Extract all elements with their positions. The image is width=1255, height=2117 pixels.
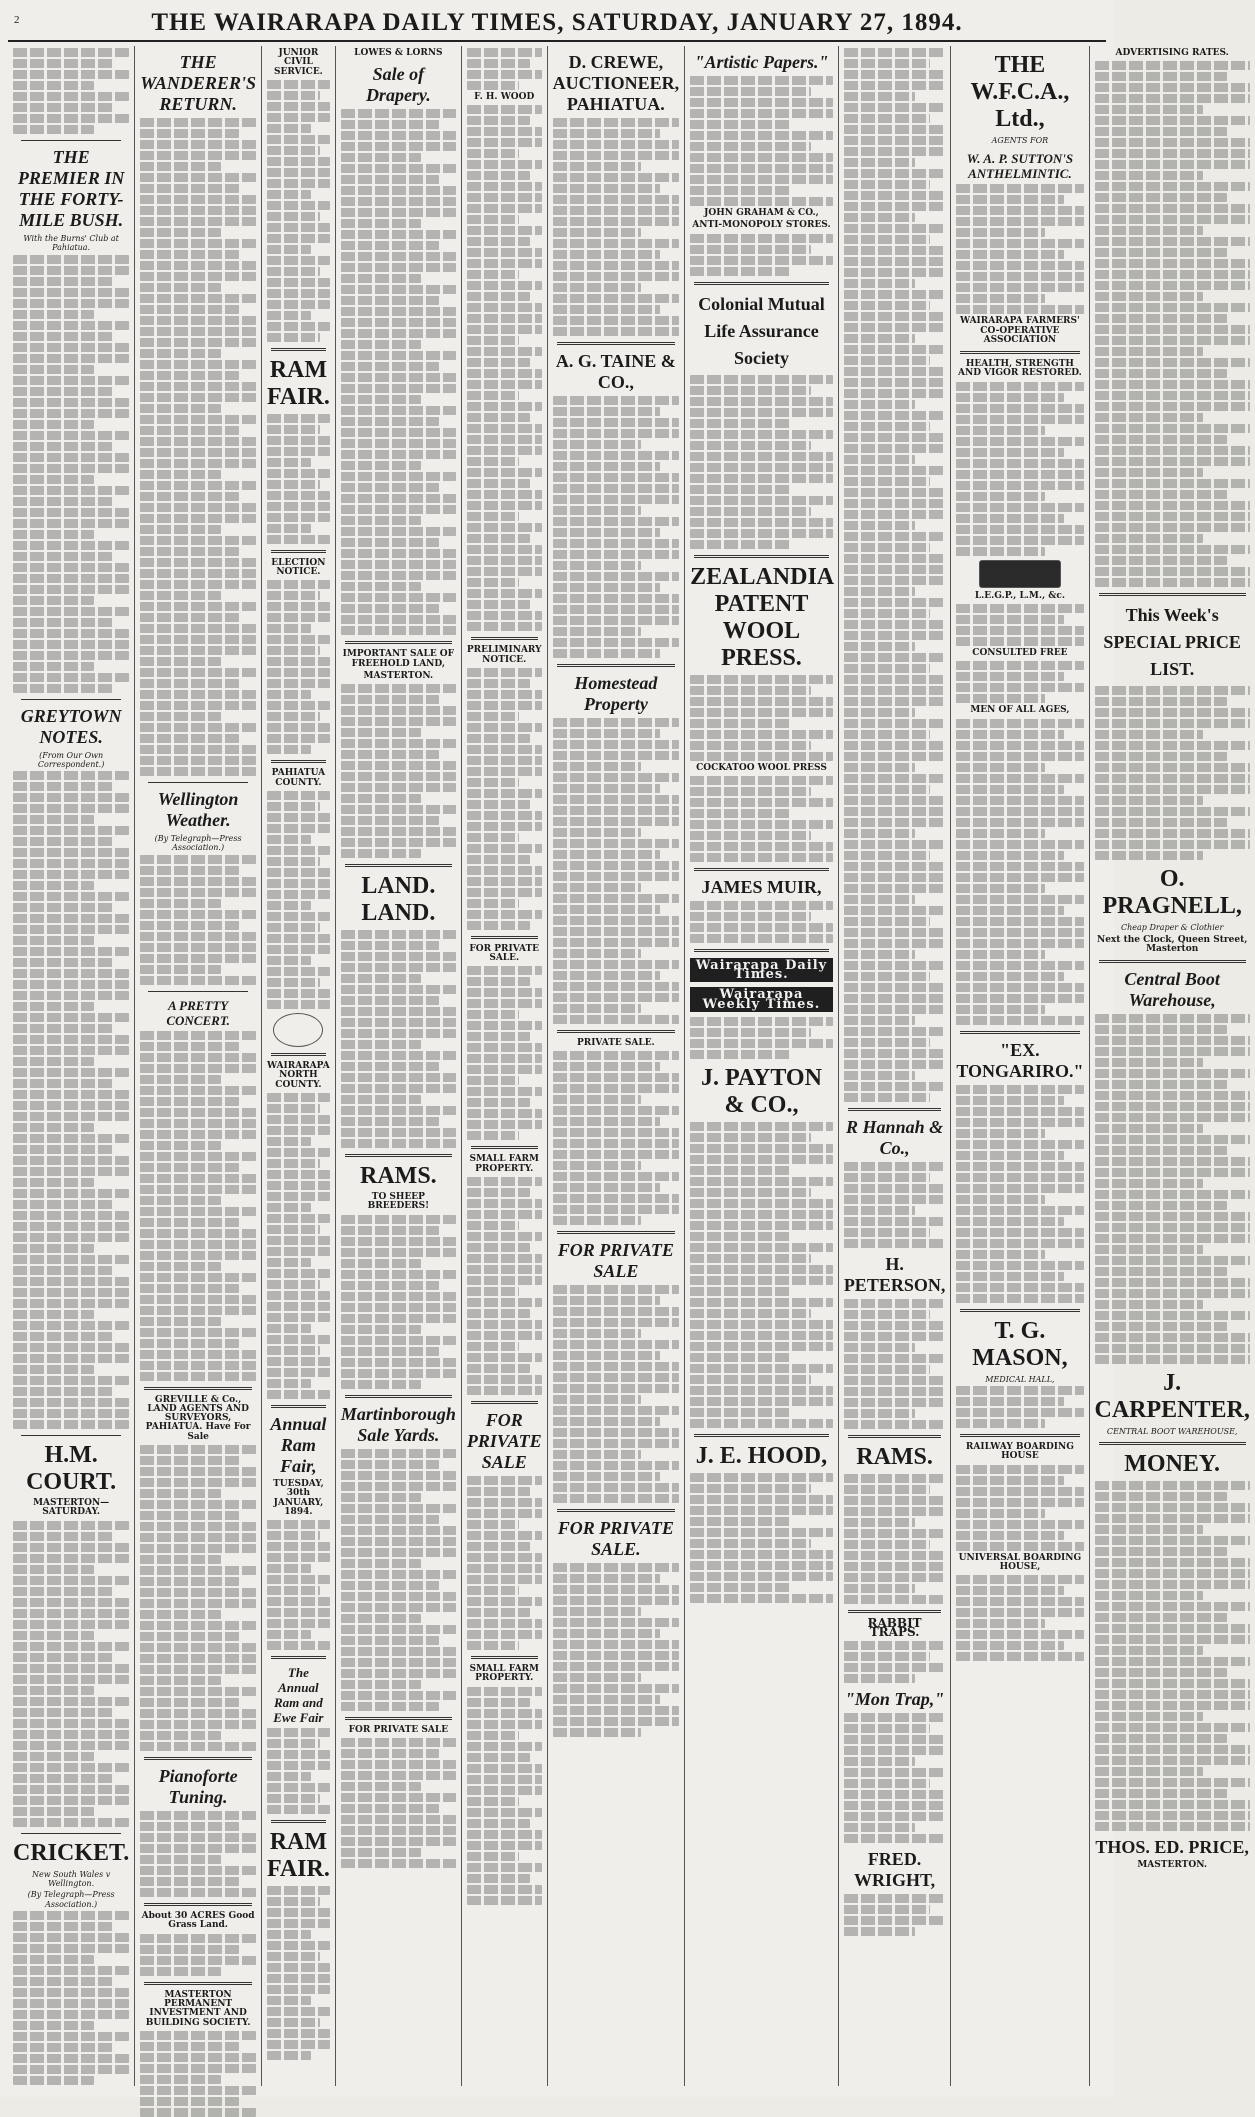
advert-j-payton: J. PAYTON & CO.,: [701, 1065, 822, 1119]
headline-mon-trap: "Mon Trap,": [844, 1688, 945, 1709]
subhead-sheep-breeders: TO SHEEP BREEDERS!: [367, 1192, 430, 1212]
column-1: [8, 46, 135, 2086]
advert-j-carpenter: J. CARPENTER,: [1094, 1370, 1250, 1424]
subhead-telegraph: (By Telegraph—Press Association.): [27, 1890, 115, 1909]
advert-tg-mason: T. G. MASON,: [972, 1317, 1068, 1371]
headline-pretty-concert: A PRETTY CONCERT.: [166, 997, 230, 1028]
headline-ram-fair: RAM FAIR.: [266, 356, 330, 410]
headline-private-sale-c6a: PRIVATE SALE.: [576, 1038, 655, 1048]
headline-rams: RAMS.: [360, 1163, 437, 1190]
subhead-medical-hall: MEDICAL HALL,: [985, 1374, 1055, 1384]
advert-wfca: THE W.F.C.A., Ltd.,: [970, 52, 1070, 132]
advert-h-peterson: H. PETERSON,: [843, 1254, 946, 1295]
advert-fred-wright: FRED. WRIGHT,: [853, 1848, 936, 1890]
advert-r-hannah: R Hannah & Co.,: [846, 1117, 944, 1158]
advert-lowes-lorns: LOWES & LORNS: [354, 48, 443, 58]
subhead-press-association: (By Telegraph—Press Association.): [154, 834, 242, 853]
headline-rabbit-traps: RABBIT TRAPS.: [867, 1616, 922, 1640]
headline-special-price-list: This Week's SPECIAL PRICE LIST.: [1103, 605, 1241, 680]
subhead-masterton-price: MASTERTON.: [1137, 1860, 1207, 1871]
county-seal-icon: [273, 1013, 323, 1047]
column-3: [262, 46, 336, 2086]
headline-civil-service: JUNIOR CIVIL SERVICE.: [273, 48, 323, 77]
headline-small-farm-a: SMALL FARM PROPERTY.: [469, 1154, 539, 1174]
headline-ram-fair-2: RAM FAIR.: [266, 1829, 330, 1883]
headline-private-sale-c4: FOR PRIVATE SALE: [348, 1724, 449, 1735]
advert-john-graham: JOHN GRAHAM & CO.,: [704, 208, 819, 218]
advert-thos-price: THOS. ED. PRICE,: [1095, 1837, 1249, 1858]
advert-d-crewe: D. CREWE, AUCTIONEER, PAHIATUA.: [552, 52, 680, 114]
advert-colonial-mutual: Colonial Mutual Life Assurance Society: [698, 293, 825, 368]
headline-private-sale-c6b: FOR PRIVATE SALE: [557, 1240, 674, 1282]
headline-annual-ram-fair: Annual Ram Fair,: [270, 1413, 327, 1476]
subhead-next-the-clock: Next the Clock, Queen Street, Masterton: [1096, 934, 1248, 954]
advert-railway-boarding: RAILWAY BOARDING HOUSE: [965, 1441, 1074, 1462]
subhead-burns-club: With the Burns' Club at Pahiatua.: [23, 234, 119, 253]
column-4: [336, 46, 462, 2086]
advert-universal-boarding: UNIVERSAL BOARDING HOUSE,: [958, 1552, 1082, 1572]
column-10: [1090, 46, 1255, 2086]
headline-health-strength: HEALTH, STRENGTH AND VIGOR RESTORED.: [958, 359, 1082, 379]
subhead-masterton-saturday: MASTERTON—SATURDAY.: [33, 1498, 110, 1518]
headline-court: H.M. COURT.: [26, 1442, 117, 1496]
advert-artistic-papers: "Artistic Papers.": [694, 52, 829, 72]
headline-cricket: CRICKET.: [13, 1839, 130, 1866]
headline-election-notice: ELECTION NOTICE.: [271, 557, 326, 578]
subhead-masterton: MASTERTON.: [363, 670, 434, 681]
column-5: [462, 46, 548, 2086]
banner-weekly-times: Wairarapa Weekly Times.: [690, 987, 833, 1012]
headline-private-sale-c5b: FOR PRIVATE SALE: [466, 1410, 542, 1473]
headline-homestead: Homestead Property: [574, 673, 658, 714]
subhead-consulted-free: CONSULTED FREE: [972, 648, 1068, 659]
headline-weather: Wellington Weather.: [157, 789, 239, 830]
masthead: [8, 6, 1106, 42]
masthead-title: THE WAIRARAPA DAILY TIMES, SATURDAY, JANUARY 27, 1894.: [151, 9, 963, 36]
headline-rams-c8: RAMS.: [856, 1444, 933, 1470]
column-2: [135, 46, 262, 2086]
subhead-men-of-all-ages: MEN OF ALL AGES,: [970, 705, 1070, 716]
columns: [8, 46, 1250, 2086]
subhead-correspondent: (From Our Own Correspondent.): [37, 750, 105, 769]
column-9: [951, 46, 1089, 2086]
headline-private-sale-c6c: FOR PRIVATE SALE.: [557, 1518, 674, 1560]
advert-central-boot: Central Boot Warehouse,: [1124, 969, 1220, 1011]
advert-taine: A. G. TAINE & CO.,: [555, 351, 676, 392]
page-number-left: 2: [14, 14, 21, 26]
advert-zealandia: ZEALANDIA PATENT WOOL PRESS.: [690, 563, 835, 671]
headline-private-sale-c5a: FOR PRIVATE SALE.: [469, 943, 540, 964]
advert-piano-tuning: Pianoforte Tuning.: [158, 1766, 238, 1808]
advert-cockatoo: COCKATOO WOOL PRESS: [696, 762, 827, 773]
headline-preliminary-notice: PRELIMINARY NOTICE.: [466, 645, 542, 665]
subhead-lrcp: L.E.G.P., L.M., &c.: [974, 590, 1066, 601]
subhead-agents-for: AGENTS FOR: [991, 136, 1049, 145]
advert-je-hood: J. E. HOOD,: [695, 1443, 828, 1470]
headline-land-land: LAND. LAND.: [361, 873, 436, 927]
advert-farmers-coop: WAIRARAPA FARMERS' CO-OPERATIVE ASSOCIATION: [960, 316, 1080, 345]
headline-freehold-land: IMPORTANT SALE OF FREEHOLD LAND,: [342, 649, 455, 669]
headline-advertising-rates: ADVERTISING RATES.: [1115, 48, 1229, 58]
subhead-nsw-wellington: New South Wales v Wellington.: [32, 1869, 111, 1889]
advert-anti-monopoly: ANTI-MONOPOLY STORES.: [692, 220, 831, 231]
advert-james-muir: JAMES MUIR,: [701, 876, 822, 897]
advert-grass-land: About 30 ACRES Good Grass Land.: [141, 1911, 255, 1931]
headline-ram-ewe-fair: The Annual Ram and Ewe Fair: [273, 1665, 324, 1726]
banner-daily-times: Wairarapa Daily Times.: [690, 958, 833, 983]
headline-premier: THE PREMIER IN THE FORTY-MILE BUSH.: [17, 147, 125, 230]
headline-ex-tongariro: "EX. TONGARIRO.": [956, 1039, 1084, 1081]
advert-o-pragnell: O. PRAGNELL,: [1102, 866, 1242, 920]
signature-logo-icon: [979, 560, 1061, 588]
headline-pahiatua-county: PAHIATUA COUNTY.: [271, 768, 326, 788]
headline-small-farm-b: SMALL FARM PROPERTY.: [469, 1664, 539, 1684]
column-6: [548, 46, 686, 2086]
advert-building-society: MASTERTON PERMANENT INVESTMENT AND BUILDING SOCIETY.: [145, 1989, 251, 2028]
headline-wanderer: THE WANDERER'S RETURN.: [140, 52, 256, 114]
column-8: [839, 46, 952, 2086]
headline-martinborough: Martinborough Sale Yards.: [340, 1403, 456, 1445]
headline-money: MONEY.: [1124, 1451, 1221, 1478]
advert-anthelmintic: W. A. P. SUTTON'S ANTHELMINTIC.: [966, 151, 1074, 182]
column-7: [685, 46, 839, 2086]
subhead-ram-fair-date: TUESDAY, 30th JANUARY, 1894.: [273, 1478, 324, 1517]
headline-wairarapa-north: WAIRARAPA NORTH COUNTY.: [267, 1061, 330, 1090]
headline-greytown: GREYTOWN NOTES.: [20, 705, 122, 747]
advert-greville: GREVILLE & Co., LAND AGENTS AND SURVEYORS, PAHIATUA. Have For Sale: [145, 1394, 251, 1442]
headline-sale-drapery: Sale of Drapery.: [365, 64, 431, 106]
advert-fh-wood: F. H. WOOD: [474, 92, 535, 102]
subhead-central-boot: CENTRAL BOOT WAREHOUSE,: [1106, 1427, 1238, 1437]
subhead-cheap-draper: Cheap Draper & Clothier: [1121, 923, 1224, 933]
